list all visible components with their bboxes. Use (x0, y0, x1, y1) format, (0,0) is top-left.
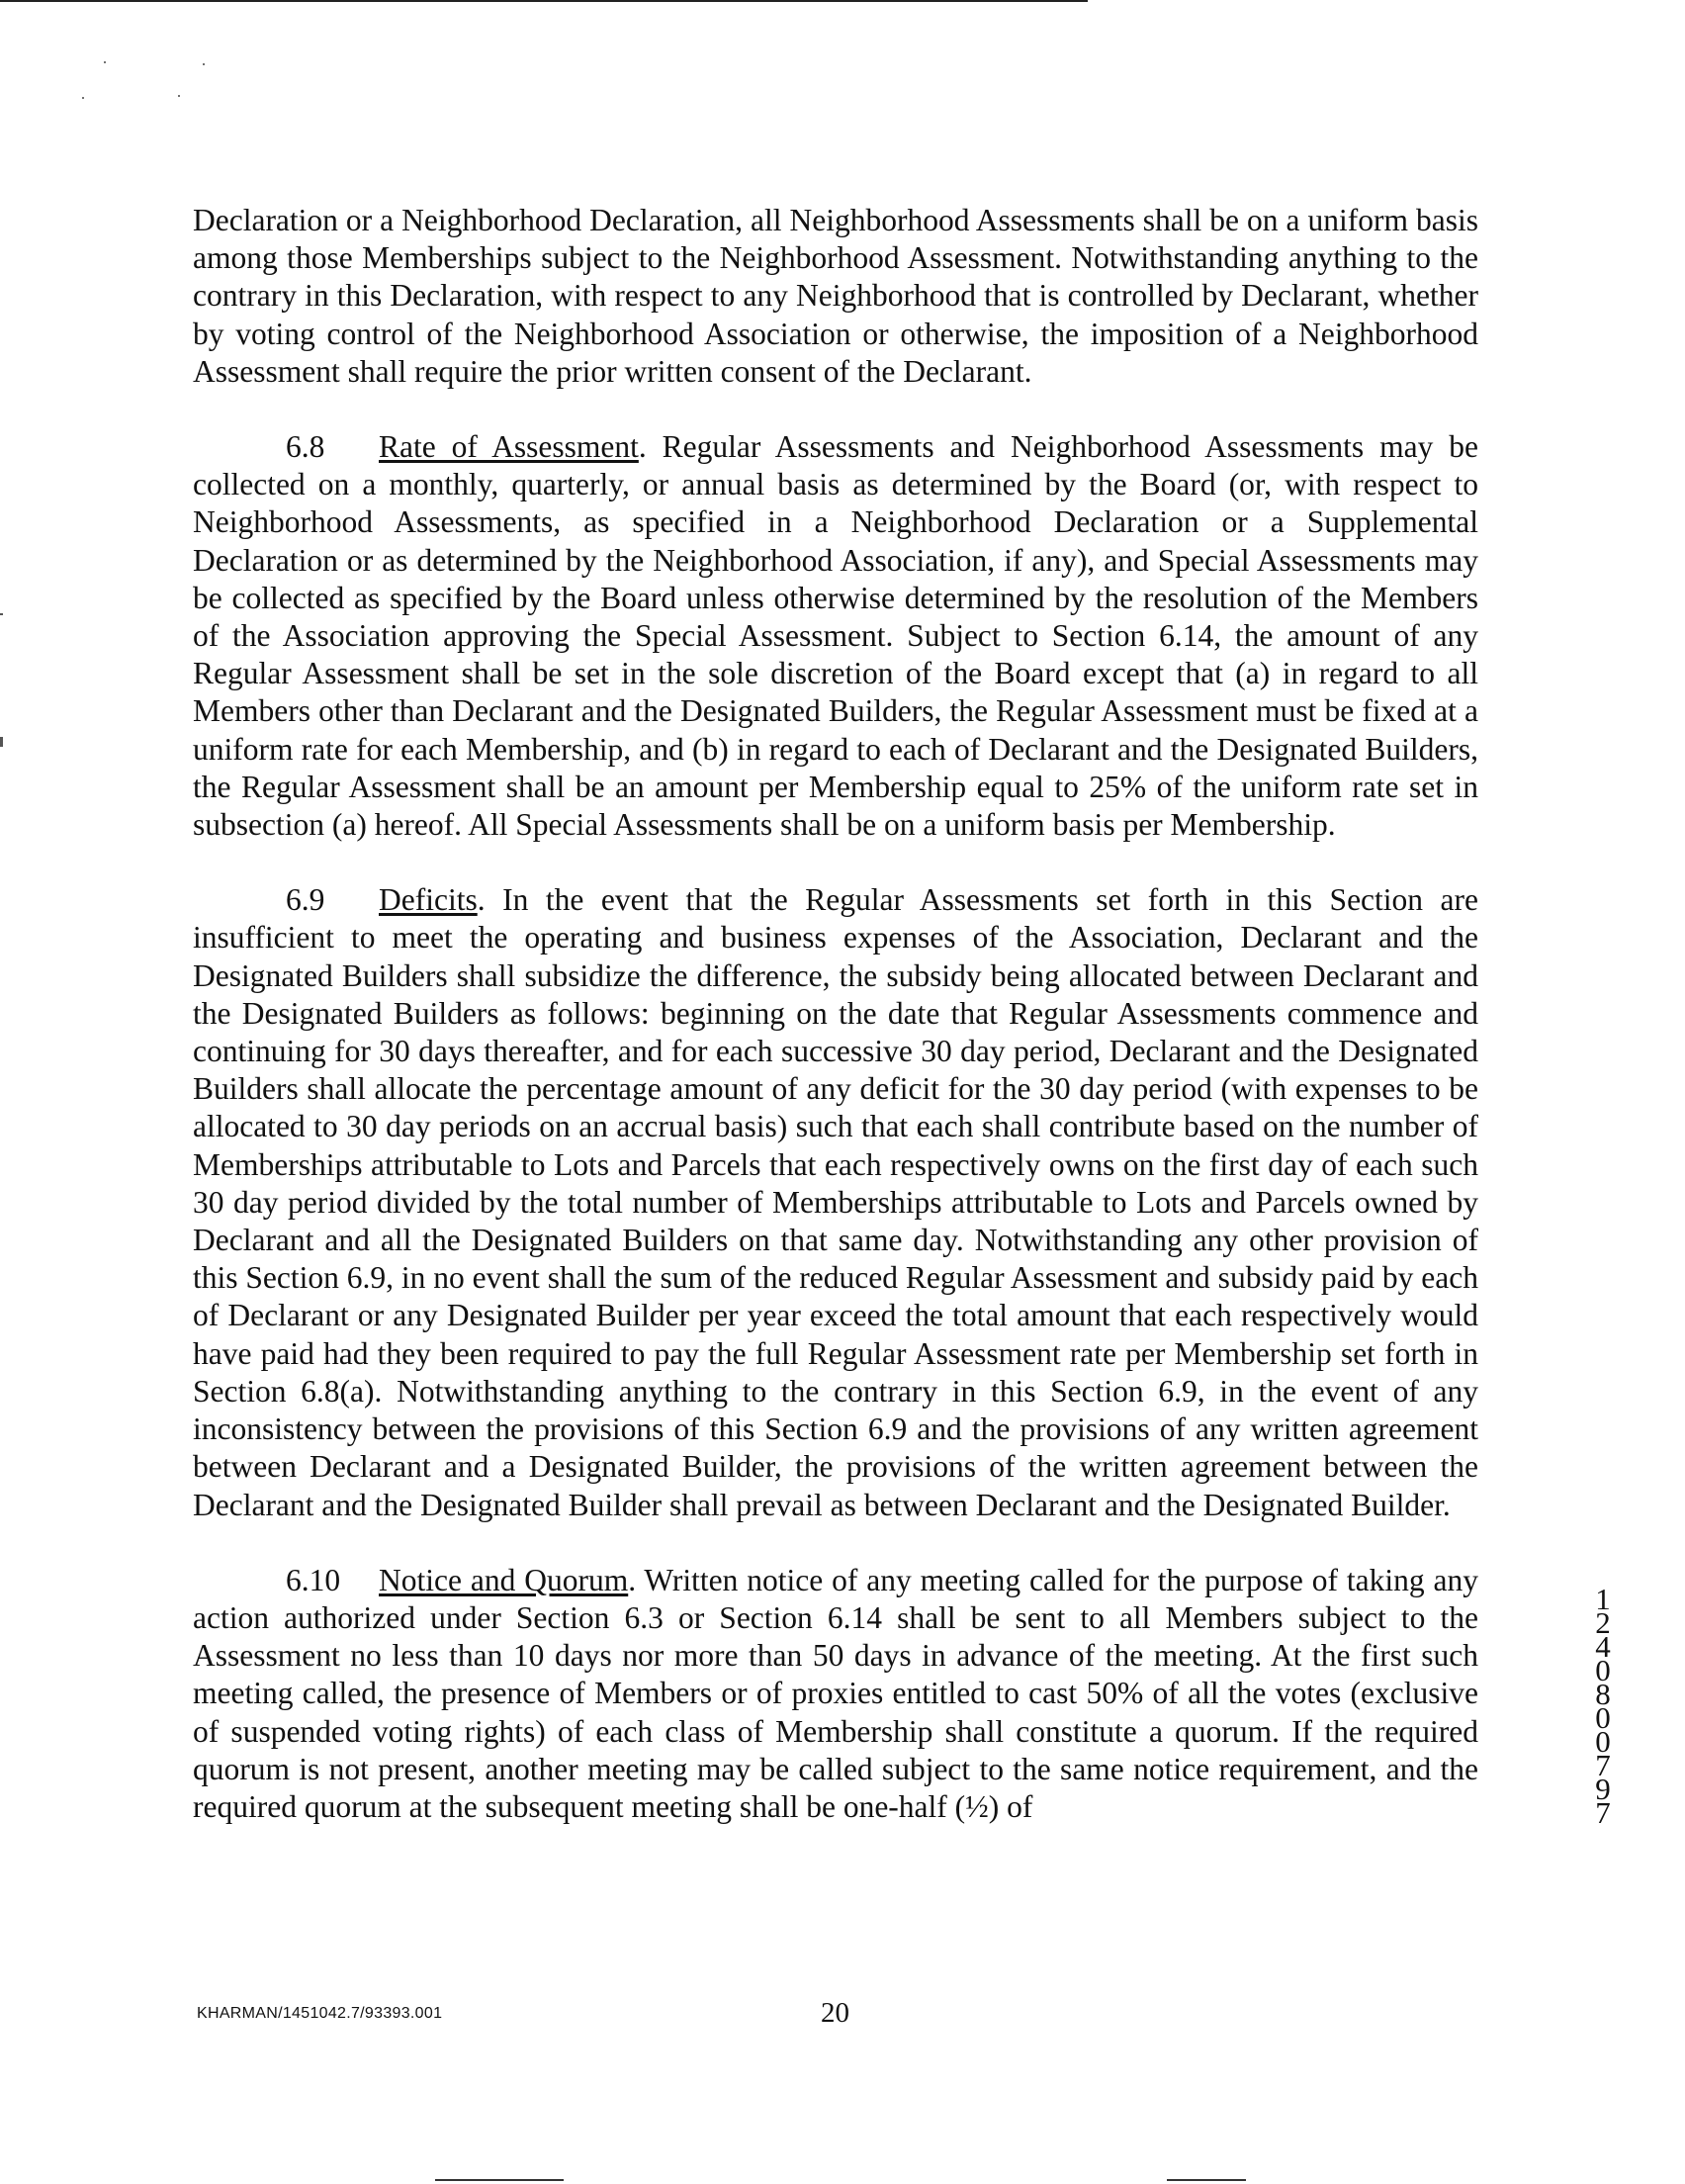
section-number: 6.9 (286, 882, 325, 918)
page-number: 20 (821, 1997, 849, 2029)
scan-speck (82, 97, 84, 99)
scan-speck (203, 63, 205, 65)
section-heading: Notice and Quorum (379, 1562, 629, 1597)
footer-document-code: KHARMAN/1451042.7/93393.001 (197, 2005, 443, 2022)
section-number: 6.10 (286, 1562, 341, 1597)
section-heading: Rate of Assessment (379, 429, 639, 465)
paragraph-text: Declaration or a Neighborhood Declaration, all Neighborhood Assessments shall be on a uniform basis among those Memberships subject to the Neighborhood Assessment. Notwithstanding anything to the contrary in this Declaration, with respect to any Neighborhood that is controlled by Declarant, whether by voting control of the Neighborhood Association or otherwise, the imposition of a Neighborhood Assessment shall require the prior written consent of the Declarant. (193, 203, 1478, 389)
scan-speck (178, 95, 180, 97)
scan-speck (104, 61, 106, 63)
recording-stamp-number: 12408 00797 (1595, 1582, 1611, 1830)
left-edge-mark (0, 613, 3, 615)
section-6-10 (193, 1562, 1478, 1826)
section-text: . Regular Assessments and Neighborhood Assessments may be collected on a monthly, quarterly, or annual basis as determined by the Board (or, with respect to Neighborhood Assessments, as specified in a Neighborhood Declaration or a Supplemental Declaration or as determined by the Neighborhood Association, if any), and Special Assessments may be collected as specified by the Board unless otherwise determined by the resolution of the Members of the Association approving the Special Assessment. Subject to Section 6.14, the amount of any Regular Assessment shall be set in the sole discretion of the Board except that (a) in regard to all Members other than Declarant and the Designated Builders, the Regular Assessment must be fixed at a uniform rate for each Membership, and (b) in regard to each of Declarant and the Designated Builders, the Regular Assessment shall be an amount per Membership equal to 25% of the uniform rate set in subsection (a) hereof. All Special Assessments shall be on a uniform basis per Membership. (193, 429, 1478, 843)
section-text: . In the event that the Regular Assessments set forth in this Section are insufficient to meet the operating and business expenses of the Association, Declarant and the Designated Builders shall subsidize the difference, the subsidy being allocated between Declarant and the Designated Builders as follows: beginning on the date that Regular Assessments commence and continuing for 30 days thereafter, and for each successive 30 day period, Declarant and the Designated Builders shall allocate the percentage amount of any deficit for the 30 day period (with expenses to be allocated to 30 day periods on an accrual basis) such that each shall contribute based on the number of Memberships attributable to Lots and Parcels that each respectively owns on the first day of each such 30 day period divided by the total number of Memberships attributable to Lots and Parcels owned by Declarant and all the Designated Builders on that same day. Notwithstanding any other provision of this Section 6.9, in no event shall the sum of the reduced Regular Assessment and subsidy paid by each of Declarant or any Designated Builder per year exceed the total amount that each respectively would have paid had they been required to pay the full Regular Assessment rate per Membership set forth in Section 6.8(a). Notwithstanding anything to the contrary in this Section 6.9, in the event of any inconsistency between the provisions of this Section 6.9 and the provisions of any written agreement between Declarant and a Designated Builder, the provisions of the written agreement between the Declarant and the Designated Builder shall prevail as between Declarant and the Designated Builder. (193, 882, 1479, 1522)
left-edge-mark (0, 737, 3, 747)
document-body (193, 202, 1478, 1864)
bottom-scan-rule (435, 2179, 564, 2181)
section-heading: Deficits (379, 882, 478, 918)
top-scan-rule (0, 0, 1088, 2)
paragraph-continued (193, 202, 1478, 391)
section-text: . Written notice of any meeting called for the purpose of taking any action authorized under Section 6.3 or Section 6.14 shall be sent to all Members subject to the Assessment no less than 10 days nor more than 50 days in advance of the meeting. At the first such meeting called, the presence of Members or of proxies entitled to cast 50% of all the votes (exclusive of suspended voting rights) of each class of Membership shall constitute a quorum. If the required quorum is not present, another meeting may be called subject to the same notice requirement, and the required quorum at the subsequent meeting shall be one-half (½) of (193, 1562, 1478, 1824)
section-6-9 (193, 881, 1478, 1523)
section-6-8 (193, 428, 1478, 844)
bottom-scan-rule (1167, 2179, 1246, 2181)
section-number: 6.8 (286, 429, 325, 465)
